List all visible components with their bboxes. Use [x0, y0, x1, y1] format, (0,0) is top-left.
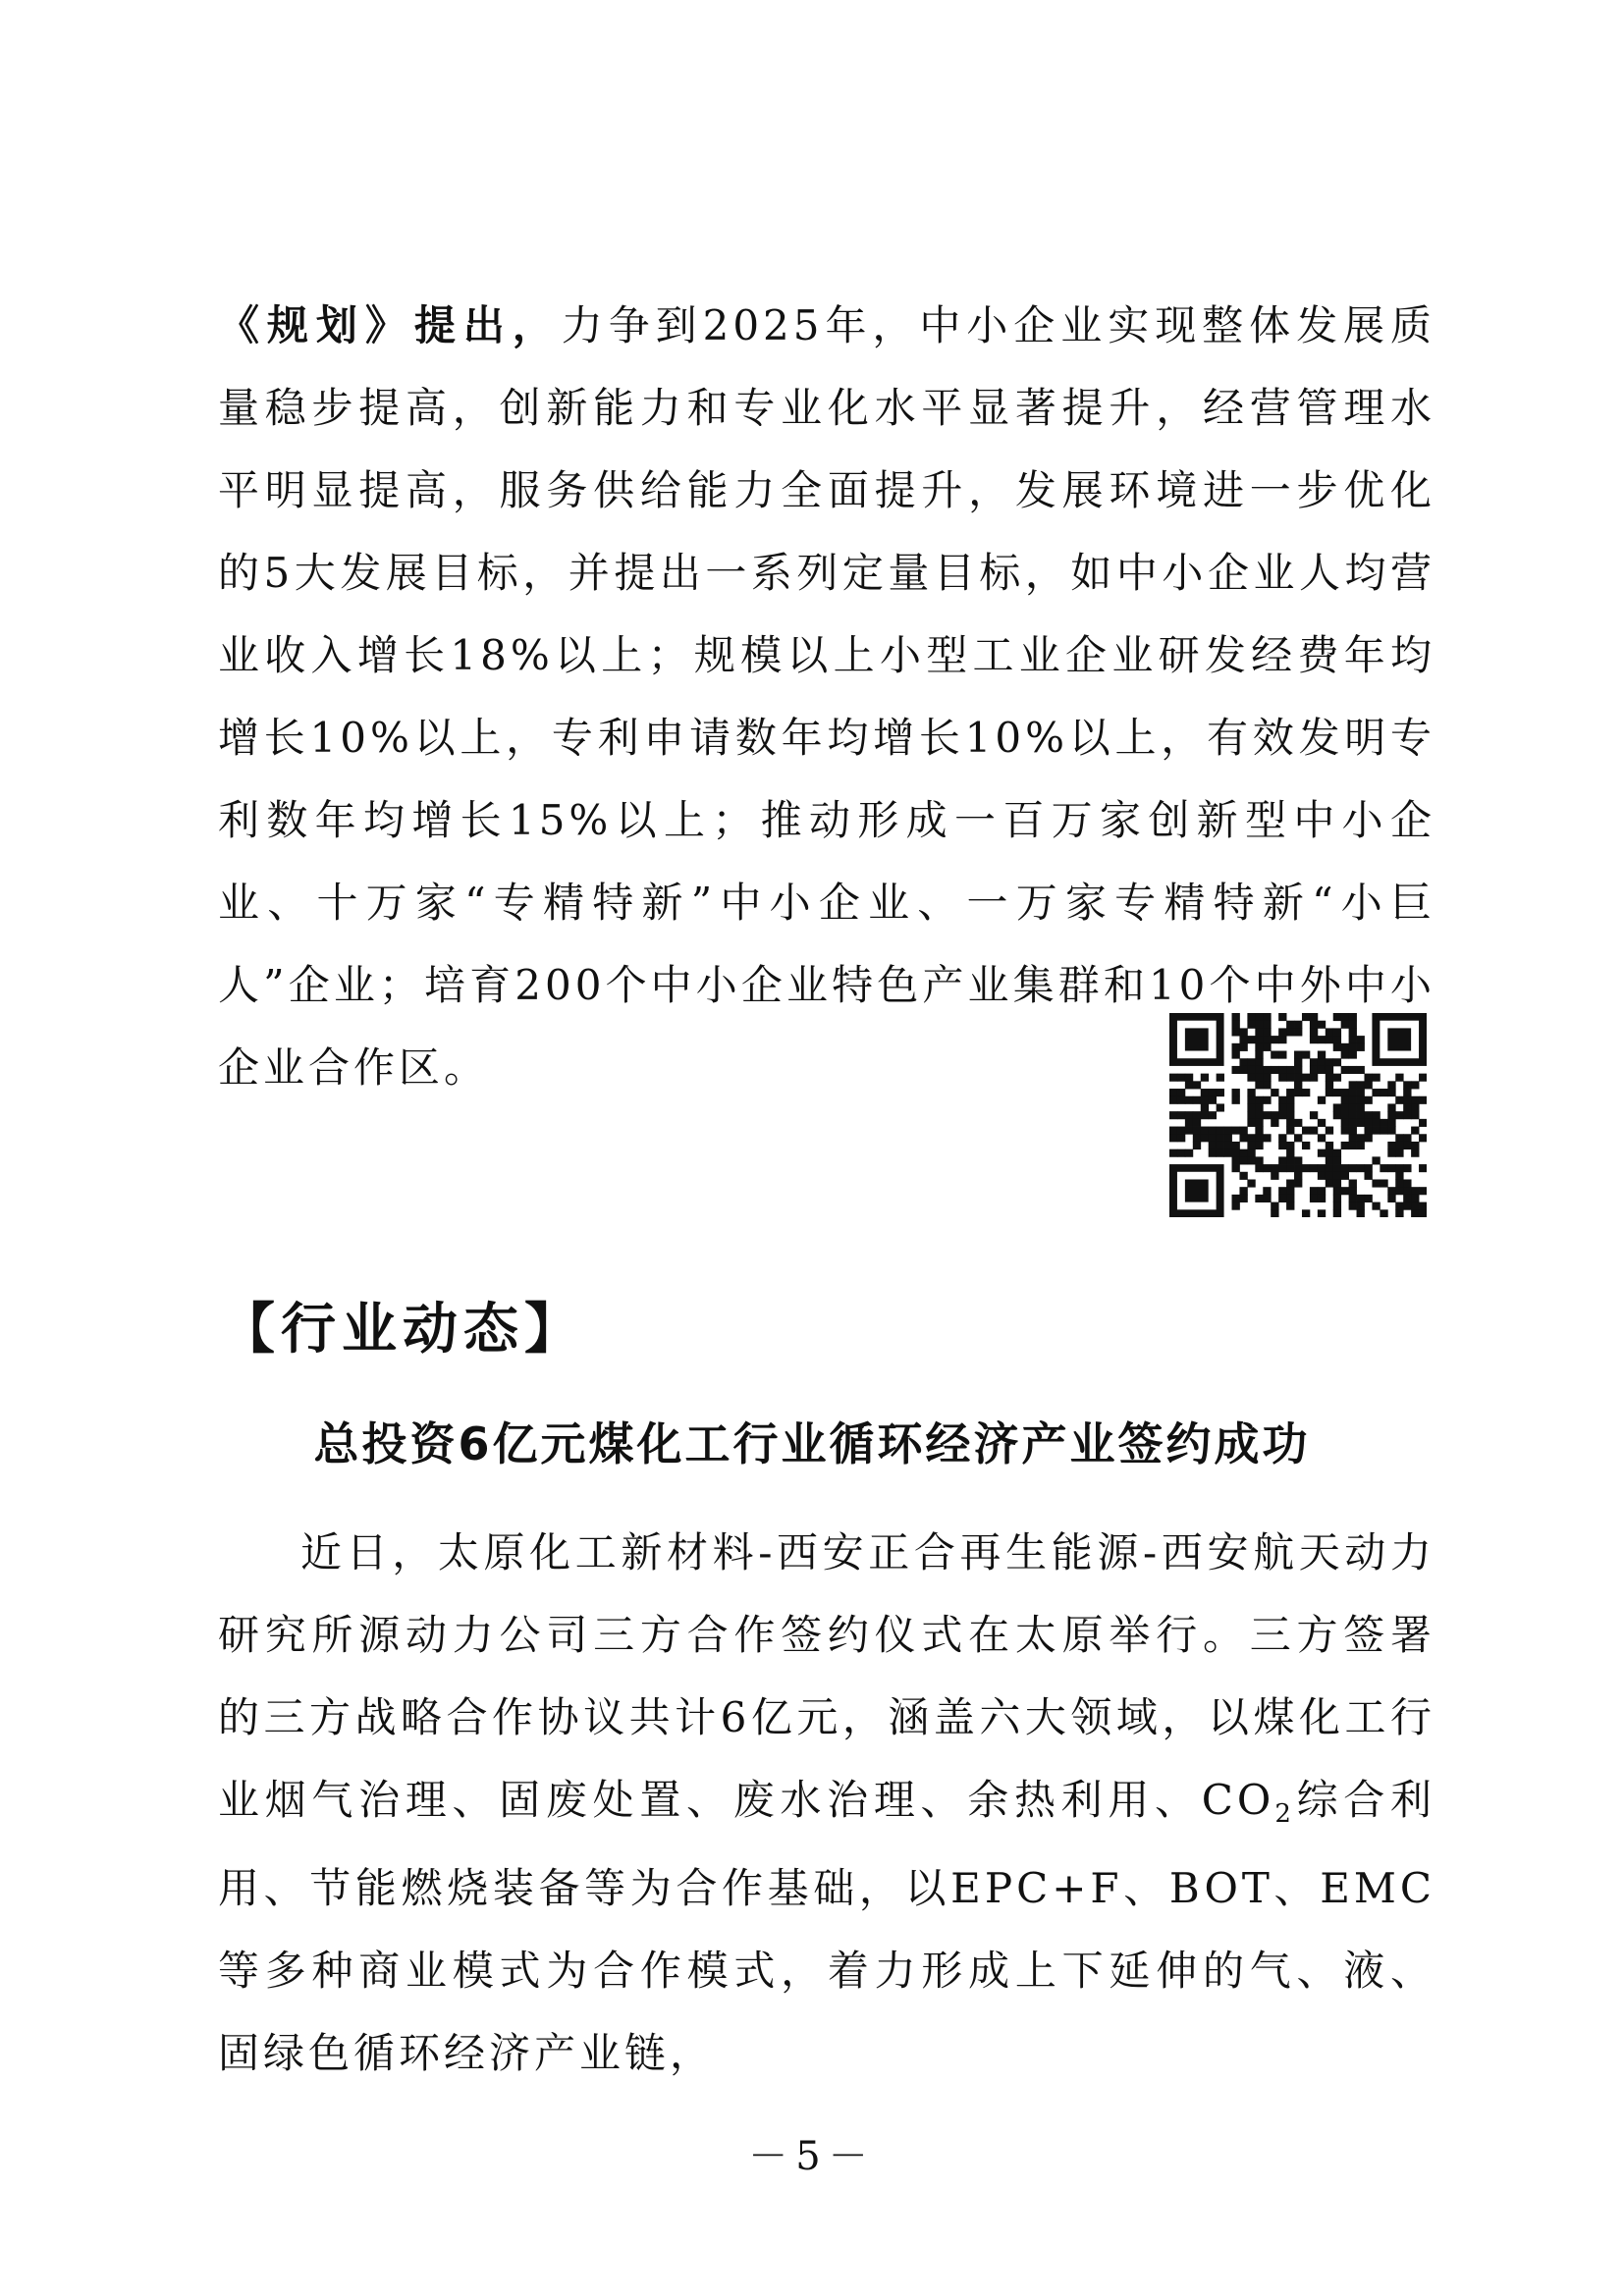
- paragraph-body: 力争到2025年，中小企业实现整体发展质量稳步提高，创新能力和专业化水平显著提升，经营管理水平明显提高，服务供给能力全面提升，发展环境进一步优化的5大发展目标，并提出一系列定量目标，如中小企业人均营业收入增长18%以上；规模以上小型工业企业研发经费年均增长10%以上，专利申请数年均增长10%以上，有效发明专利数年均增长15%以上；推动形成一百万家创新型中小企业、十万家“专精特新”中小企业、一万家专精特新“小巨人”企业；培育200个中小企业特色产业集群和10个中外中小企业合作区。: [218, 301, 1435, 1092]
- article-body-part1: 近日，太原化工新材料-西安正合再生能源-西安航天动力研究所源动力公司三方合作签约仪式在太原举行。三方签署的三方战略合作协议共计6亿元，涵盖六大领域，以煤化工行业烟气治理、固废处置、废水治理、余热利用、CO: [218, 1528, 1435, 1824]
- qr-code: [1169, 1013, 1427, 1217]
- article-body-part2: 综合利用、节能燃烧装备等为合作基础，以EPC+F、BOT、EMC等多种商业模式为合作模式，着力形成上下延伸的气、液、固绿色循环经济产业链，: [218, 1776, 1435, 2077]
- page-number: －5－: [748, 2134, 876, 2179]
- section-heading: 【行业动态】: [220, 1298, 585, 1362]
- paragraph-lead: 《规划》提出，: [218, 301, 562, 349]
- article-body: [218, 1512, 1435, 2095]
- article-title: 总投资6亿元煤化工行业循环经济产业签约成功: [313, 1417, 1311, 1470]
- intro-paragraph: [218, 285, 1435, 1109]
- subscript-2: 2: [1274, 1799, 1295, 1829]
